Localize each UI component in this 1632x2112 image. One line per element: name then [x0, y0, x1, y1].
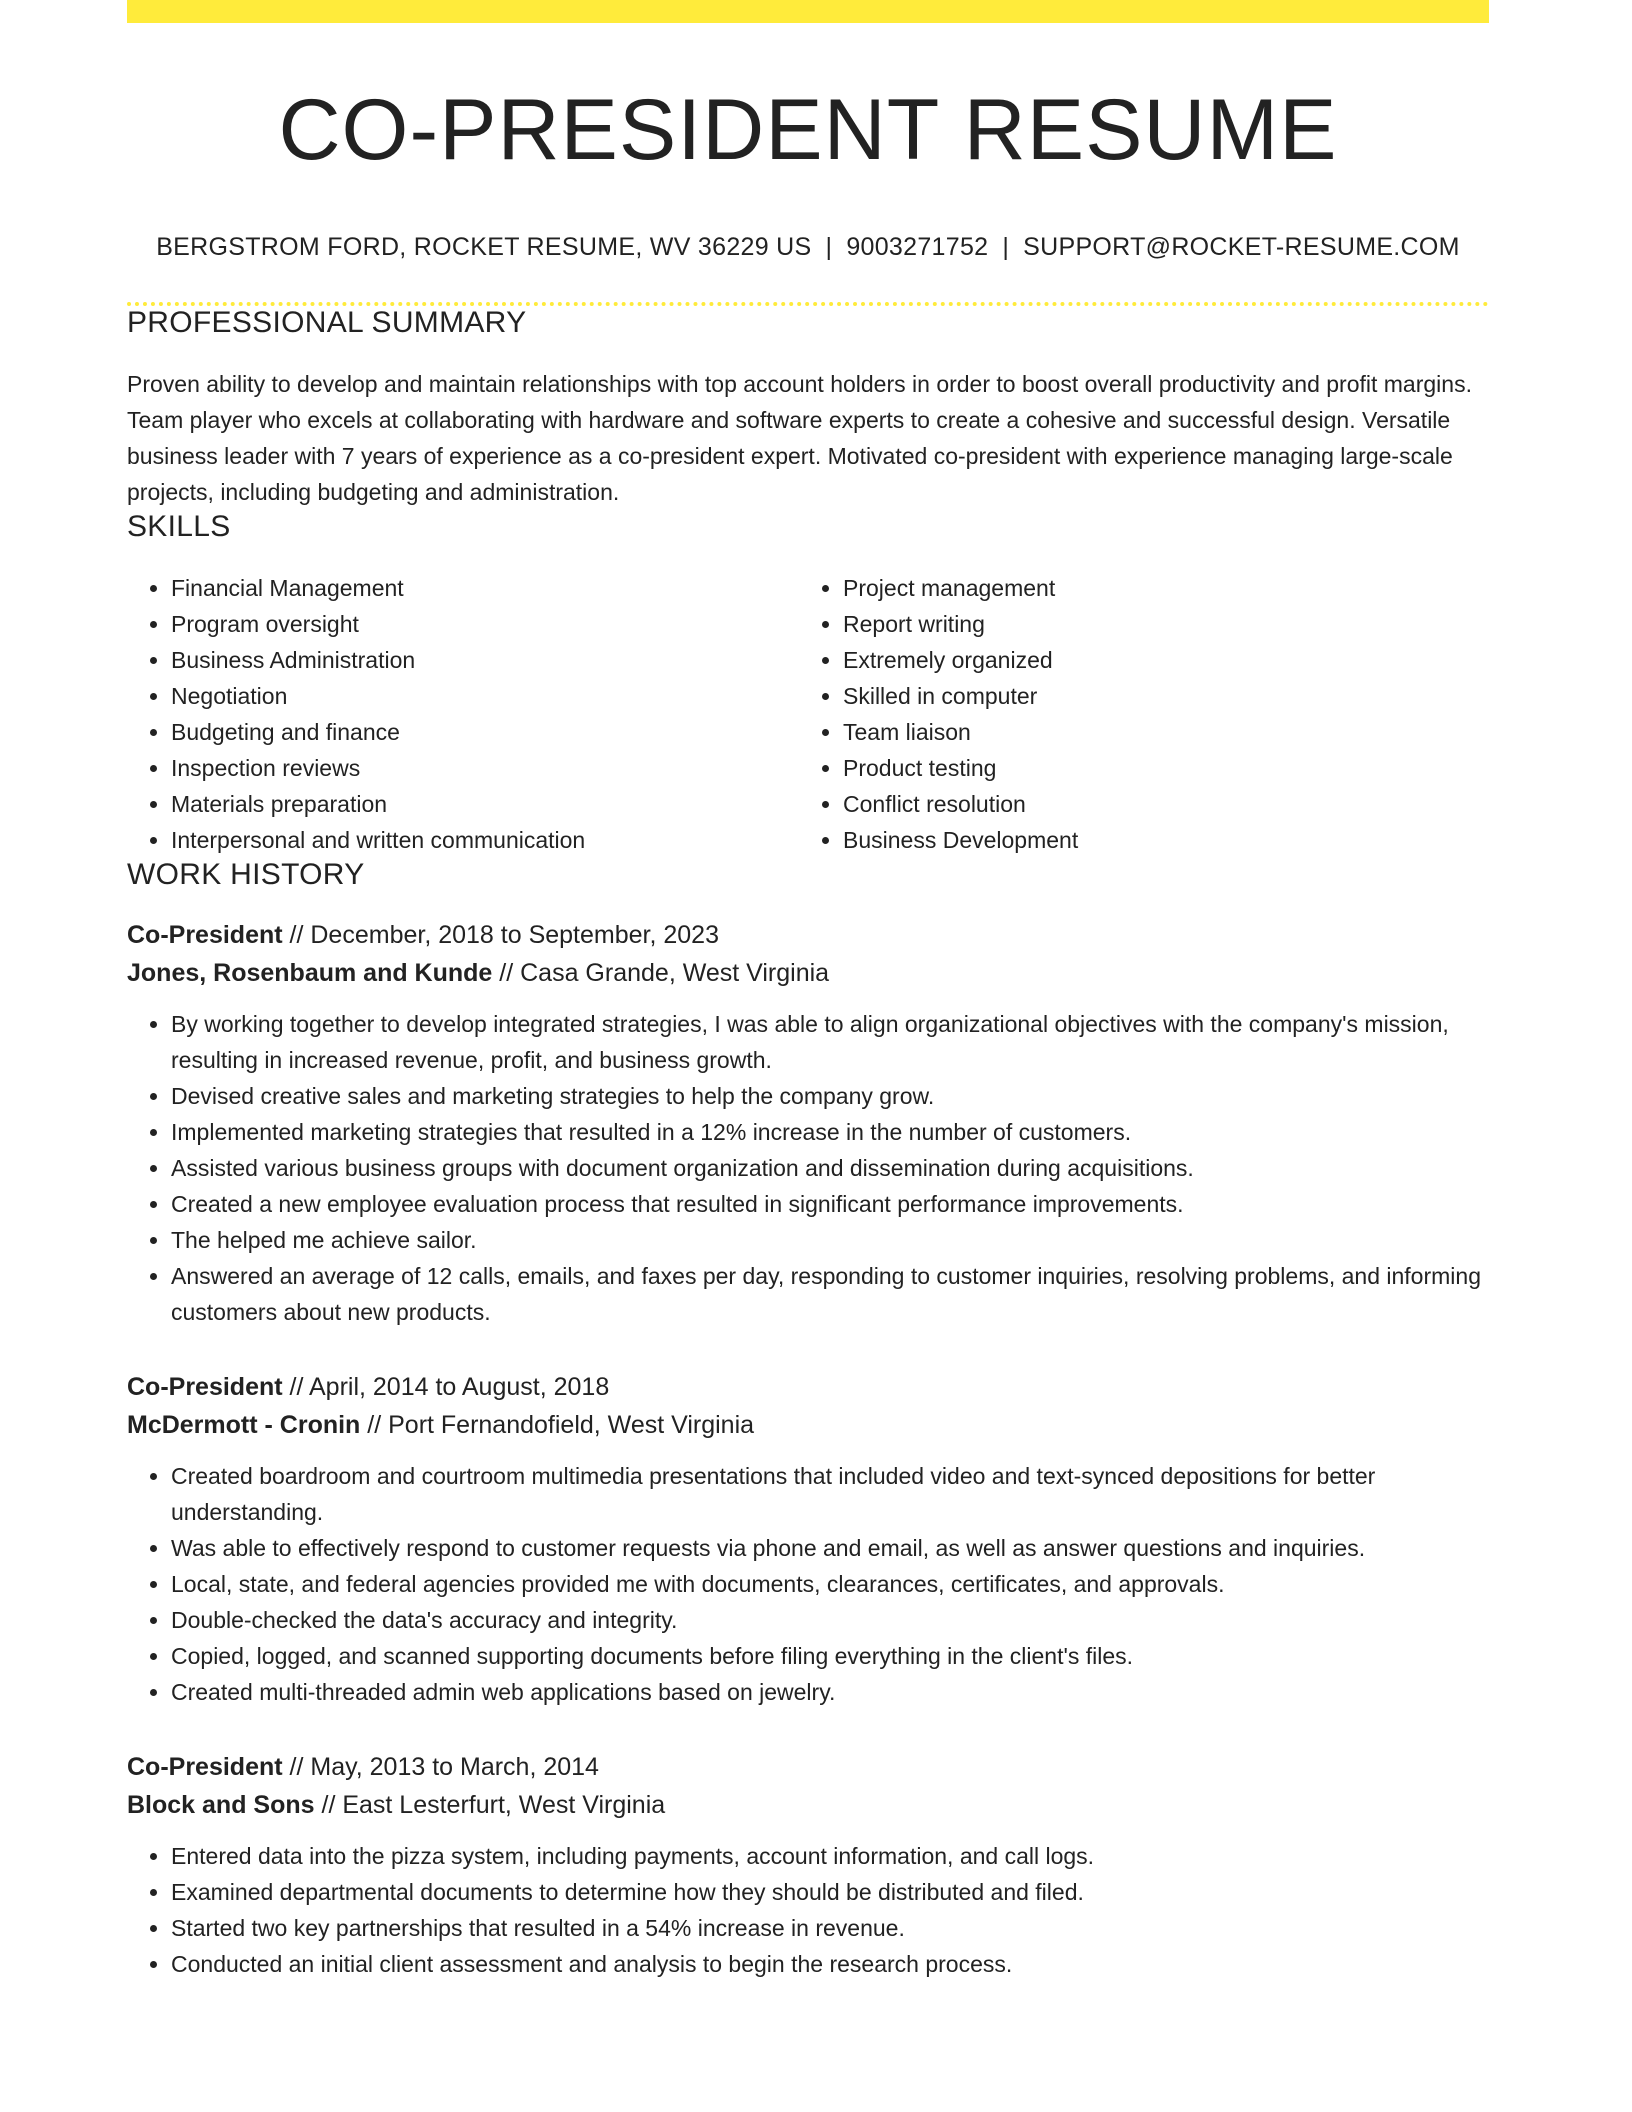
job-bullet: • Created boardroom and courtroom multimedia presentations that included video and text-synced depositions for better understanding.	[171, 1458, 1489, 1530]
job-entry	[127, 1748, 1489, 1982]
job-bullet: • Created a new employee evaluation process that resulted in significant performance improvements.	[171, 1186, 1489, 1222]
skills-list-left	[127, 570, 799, 858]
skill-item: • Team liaison	[843, 714, 1471, 750]
skill-item: • Skilled in computer	[843, 678, 1471, 714]
job-bullet: • Copied, logged, and scanned supporting documents before filing everything in the client's files.	[171, 1638, 1489, 1674]
job-company: Jones, Rosenbaum and Kunde	[127, 959, 493, 988]
skill-item: • Negotiation	[171, 678, 799, 714]
job-bullet: • Examined departmental documents to determine how they should be distributed and filed.	[171, 1874, 1489, 1910]
job-company-line	[127, 954, 1489, 992]
job-title: Co-President	[127, 921, 283, 950]
job-bullet: • Started two key partnerships that resulted in a 54% increase in revenue.	[171, 1910, 1489, 1946]
job-title-line	[127, 1748, 1489, 1786]
skill-item: • Business Development	[843, 822, 1471, 858]
job-bullet: • By working together to develop integrated strategies, I was able to align organizational objectives with the company's mission, resulting in increased revenue, profit, and business growth.	[171, 1006, 1489, 1078]
job-location: // Casa Grande, West Virginia	[492, 959, 830, 988]
job-bullet: • Double-checked the data's accuracy and integrity.	[171, 1602, 1489, 1638]
skill-item: • Materials preparation	[171, 786, 799, 822]
skill-item: • Inspection reviews	[171, 750, 799, 786]
skill-item: • Report writing	[843, 606, 1471, 642]
job-dates: // April, 2014 to August, 2018	[282, 1373, 610, 1402]
job-company: Block and Sons	[127, 1791, 315, 1820]
job-title: Co-President	[127, 1753, 283, 1782]
skills-columns	[127, 570, 1489, 858]
skill-item: • Project management	[843, 570, 1471, 606]
contact-address: BERGSTROM FORD, ROCKET RESUME, WV 36229 US	[156, 233, 812, 262]
job-company-line	[127, 1406, 1489, 1444]
job-bullet: • Assisted various business groups with document organization and dissemination during acquisitions.	[171, 1150, 1489, 1186]
job-dates: // December, 2018 to September, 2023	[282, 921, 719, 950]
job-bullet: • Created multi-threaded admin web applications based on jewelry.	[171, 1674, 1489, 1710]
contact-separator: |	[1002, 233, 1010, 262]
job-bullet: • The helped me achieve sailor.	[171, 1222, 1489, 1258]
job-company-line	[127, 1786, 1489, 1824]
skill-item: • Business Administration	[171, 642, 799, 678]
job-title-line	[127, 916, 1489, 954]
skill-item: • Program oversight	[171, 606, 799, 642]
skills-heading: SKILLS	[127, 510, 231, 544]
accent-top-bar	[127, 0, 1489, 23]
job-bullet: • Entered data into the pizza system, including payments, account information, and call logs.	[171, 1838, 1489, 1874]
summary-heading: PROFESSIONAL SUMMARY	[127, 306, 527, 340]
job-title: Co-President	[127, 1373, 283, 1402]
job-location: // East Lesterfurt, West Virginia	[314, 1791, 666, 1820]
job-entry	[127, 1368, 1489, 1710]
job-company: McDermott - Cronin	[127, 1411, 361, 1440]
job-bullet: • Devised creative sales and marketing strategies to help the company grow.	[171, 1078, 1489, 1114]
job-title-line	[127, 1368, 1489, 1406]
contact-separator: |	[825, 233, 833, 262]
skill-item: • Product testing	[843, 750, 1471, 786]
job-bullet: • Was able to effectively respond to customer requests via phone and email, as well as answer questions and inquiries.	[171, 1530, 1489, 1566]
skill-item: • Extremely organized	[843, 642, 1471, 678]
job-bullet: • Local, state, and federal agencies provided me with documents, clearances, certificates, and approvals.	[171, 1566, 1489, 1602]
job-bullet: • Conducted an initial client assessment and analysis to begin the research process.	[171, 1946, 1489, 1982]
skill-item: • Interpersonal and written communication	[171, 822, 799, 858]
skill-item: • Financial Management	[171, 570, 799, 606]
skill-item: • Conflict resolution	[843, 786, 1471, 822]
summary-text: Proven ability to develop and maintain relationships with top account holders in order to boost overall productivity and profit margins. Team player who excels at collaborating with hardware and software experts to create a cohesive and successful design. Versatile business leader with 7 years of experience as a co-president expert. Motivated co-president with experience managing large-scale projects, including budgeting and administration.	[127, 371, 1472, 506]
job-bullet-list	[127, 1006, 1489, 1330]
contact-phone: 9003271752	[846, 233, 989, 262]
job-entry	[127, 916, 1489, 1330]
contact-line	[127, 233, 1489, 262]
work-history-heading: WORK HISTORY	[127, 858, 365, 892]
contact-email: SUPPORT@ROCKET-RESUME.COM	[1023, 233, 1460, 262]
resume-title: CO-PRESIDENT RESUME	[278, 82, 1338, 178]
job-bullet: • Implemented marketing strategies that resulted in a 12% increase in the number of customers.	[171, 1114, 1489, 1150]
skills-list-right	[799, 570, 1471, 858]
job-bullet: • Answered an average of 12 calls, emails, and faxes per day, responding to customer inquiries, resolving problems, and informing customers about new products.	[171, 1258, 1489, 1330]
job-dates: // May, 2013 to March, 2014	[282, 1753, 599, 1782]
job-bullet-list	[127, 1458, 1489, 1710]
job-location: // Port Fernandofield, West Virginia	[360, 1411, 755, 1440]
resume-page	[127, 0, 1489, 1982]
job-bullet-list	[127, 1838, 1489, 1982]
skill-item: • Budgeting and finance	[171, 714, 799, 750]
